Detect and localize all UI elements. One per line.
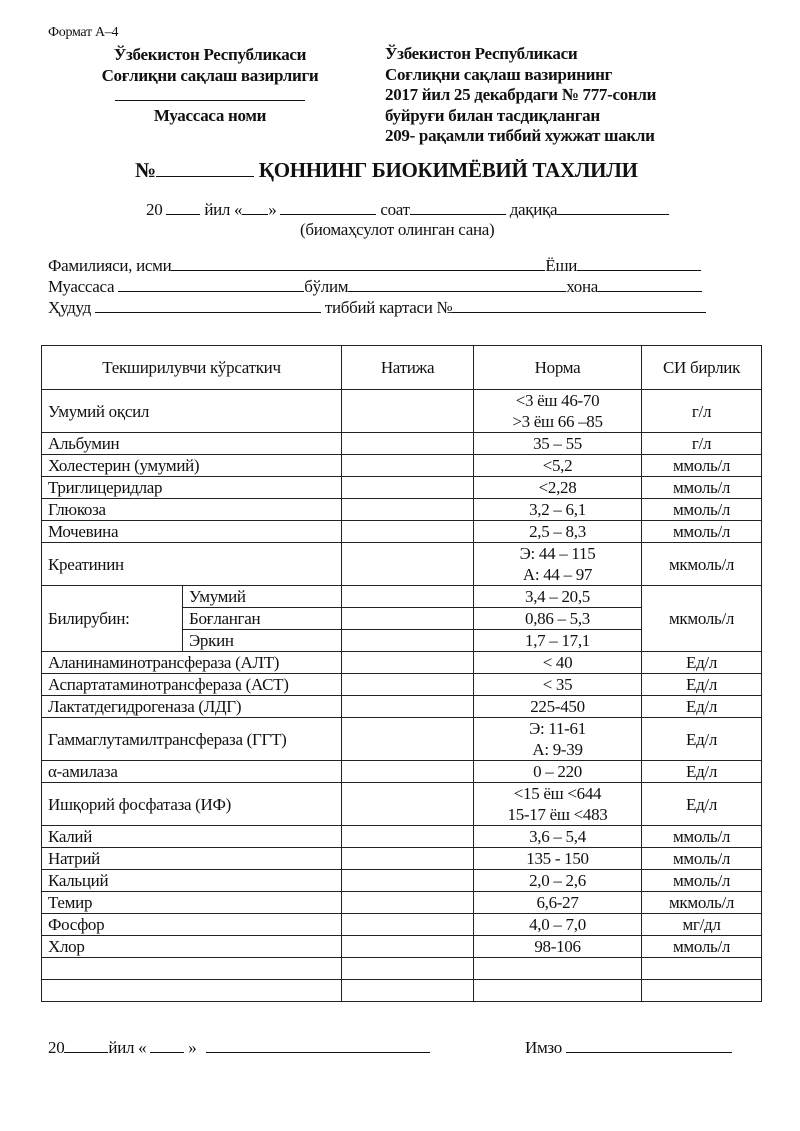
sub-indicator-name: Эркин [183,630,342,652]
room-label: хона [566,277,599,296]
norm-line: А: 9-39 [532,740,583,759]
patient-name-row [48,256,701,276]
hour-label: соат [380,200,410,219]
indicator-name: Умумий оқсил [42,390,342,433]
norm-line: <2,28 [538,478,577,497]
footer-year-field[interactable] [64,1038,108,1053]
table-row [42,848,762,870]
result-cell[interactable] [342,652,474,674]
result-cell[interactable] [342,718,474,761]
table-header-row [42,346,762,390]
name-label: Фамилияси, исми [48,256,172,275]
norm-line: 2,0 – 2,6 [529,871,586,890]
quote-close: » [268,200,277,219]
unit-value: мкмоль/л [642,892,762,914]
signature-field[interactable] [566,1038,732,1053]
card-label: тиббий картаси № [324,298,453,317]
unit-value [642,980,762,1002]
norm-line: < 40 [542,653,573,672]
norm-line: >3 ёш 66 –85 [512,412,603,431]
signature-label: Имзо [525,1038,562,1057]
norm-line: 15-17 ёш <483 [507,805,608,824]
table-row [42,783,762,826]
result-cell[interactable] [342,980,474,1002]
indicator-name: Глюкоза [42,499,342,521]
indicator-name: Ишқорий фосфатаза (ИФ) [42,783,342,826]
unit-value: ммоль/л [642,477,762,499]
table-row [42,718,762,761]
norm-value [474,848,642,870]
result-cell[interactable] [342,914,474,936]
table-row [42,914,762,936]
indicator-name: Хлор [42,936,342,958]
minute-field[interactable] [557,200,669,215]
table-row [42,433,762,455]
result-cell[interactable] [342,608,474,630]
unit-value: ммоль/л [642,455,762,477]
indicator-name: Гаммаглутамилтрансфераза (ГГТ) [42,718,342,761]
table-row [42,652,762,674]
norm-line: 2,5 – 8,3 [529,522,586,541]
norm-line: Э: 11-61 [529,719,586,738]
year-label: йил « [204,200,243,219]
norm-line: 35 – 55 [533,434,582,453]
table-row [42,761,762,783]
footer-day-field[interactable] [150,1038,184,1053]
header-norm: Норма [474,346,642,390]
norm-line: <3 ёш 46-70 [515,391,600,410]
approval-line-1: Ўзбекистон Республикаси [385,44,578,63]
institution-field[interactable] [118,277,304,292]
institution-name-label: Муассаса номи [153,106,267,125]
norm-value [474,980,642,1002]
norm-value [474,892,642,914]
region-label: Ҳудуд [48,298,91,317]
room-field[interactable] [598,277,702,292]
indicator-name: Триглицеридлар [42,477,342,499]
unit-value: ммоль/л [642,499,762,521]
result-cell[interactable] [342,390,474,433]
norm-value [474,543,642,586]
table-row [42,696,762,718]
norm-value [474,433,642,455]
table-row [42,390,762,433]
footer-year-label: йил « [108,1038,147,1057]
date-line [146,200,669,220]
approval-line-5: 209- рақамли тиббий хужжат шакли [385,126,655,145]
unit-value: Ед/л [642,652,762,674]
table-row [42,892,762,914]
unit-value: Ед/л [642,761,762,783]
header-left [60,44,360,126]
norm-line: 135 - 150 [526,849,589,868]
norm-line: 98-106 [534,937,581,956]
indicator-name: Холестерин (умумий) [42,455,342,477]
name-field[interactable] [171,256,545,271]
unit-value: ммоль/л [642,521,762,543]
result-cell[interactable] [342,696,474,718]
norm-line: 6,6-27 [536,893,579,912]
year-field[interactable] [166,200,200,215]
footer-year-prefix: 20 [48,1038,65,1057]
unit-value: ммоль/л [642,826,762,848]
table-row [42,499,762,521]
norm-line: 0 – 220 [533,762,582,781]
table-row [42,543,762,586]
norm-value [474,958,642,980]
title-text: ҚОННИНГ БИОКИМЁВИЙ ТАХЛИЛИ [258,158,638,182]
result-cell[interactable] [342,761,474,783]
indicator-name: Лактатдегидрогеназа (ЛДГ) [42,696,342,718]
unit-value: ммоль/л [642,870,762,892]
norm-value [474,674,642,696]
result-cell[interactable] [342,499,474,521]
norm-line: Э: 44 – 115 [519,544,596,563]
footer-month-field[interactable] [206,1038,430,1053]
unit-value [642,958,762,980]
month-field[interactable] [280,200,376,215]
result-cell[interactable] [342,674,474,696]
norm-value [474,499,642,521]
norm-line: < 35 [542,675,573,694]
table-row [42,521,762,543]
norm-value [474,696,642,718]
norm-value [474,521,642,543]
header-indicator: Текширилувчи кўрсаткич [42,346,342,390]
norm-value [474,783,642,826]
norm-line: <5,2 [542,456,573,475]
unit-value: мг/дл [642,914,762,936]
norm-value [474,455,642,477]
norm-line: 225-450 [530,697,585,716]
result-cell[interactable] [342,892,474,914]
age-label: Ёши [545,256,578,275]
table-row [42,936,762,958]
norm-value [474,826,642,848]
norm-value [474,718,642,761]
result-cell[interactable] [342,455,474,477]
indicator-name: Альбумин [42,433,342,455]
unit-value: Ед/л [642,718,762,761]
indicator-name: Билирубин: [42,586,183,652]
indicator-name [42,958,342,980]
indicator-name: Калий [42,826,342,848]
date-caption: (биомаҳсулот олинган сана) [300,220,495,239]
table-row [42,477,762,499]
table-row [42,980,762,1002]
result-cell[interactable] [342,630,474,652]
ministry-name: Соғлиқни сақлаш вазирлиги [101,66,319,85]
table-row [42,826,762,848]
indicator-name: Фосфор [42,914,342,936]
result-cell[interactable] [342,543,474,586]
signature-row [525,1038,732,1058]
sub-indicator-name: Умумий [183,586,342,608]
norm-value [474,914,642,936]
result-cell[interactable] [342,783,474,826]
title-number-sign: № [135,158,156,182]
indicator-name: Аланинаминотрансфераза (АЛТ) [42,652,342,674]
unit-value: ммоль/л [642,936,762,958]
card-field[interactable] [452,298,706,313]
analysis-number-field[interactable] [156,162,254,177]
approval-line-4: буйруғи билан тасдиқланган [385,105,600,125]
approval-line-2: Соғлиқни сақлаш вазирининг [385,64,613,84]
hour-field[interactable] [410,200,506,215]
indicator-name: Кальций [42,870,342,892]
unit-value: Ед/л [642,696,762,718]
table-row [42,455,762,477]
result-cell[interactable] [342,826,474,848]
result-cell[interactable] [342,958,474,980]
norm-value [474,936,642,958]
department-label: бўлим [304,277,349,296]
year-prefix: 20 [146,200,163,219]
format-label: Формат А–4 [48,25,119,40]
indicator-name [42,980,342,1002]
indicator-name: Натрий [42,848,342,870]
norm-line: 4,0 – 7,0 [529,915,586,934]
day-field[interactable] [242,200,268,215]
indicator-name: Аспартатаминотрансфераза (АСТ) [42,674,342,696]
department-field[interactable] [348,277,566,292]
table-row [42,870,762,892]
norm-value: 1,7 – 17,1 [474,630,642,652]
indicator-name: α-амилаза [42,761,342,783]
age-field[interactable] [577,256,701,271]
unit-value: Ед/л [642,674,762,696]
norm-value [474,761,642,783]
page-title [135,158,638,183]
unit-value: г/л [642,433,762,455]
analysis-table [41,345,762,1002]
result-cell[interactable] [342,521,474,543]
norm-line: 3,6 – 5,4 [529,827,586,846]
result-cell[interactable] [342,848,474,870]
region-row [48,298,706,318]
result-cell[interactable] [342,870,474,892]
unit-value: Ед/л [642,783,762,826]
unit-value: ммоль/л [642,848,762,870]
unit-value: мкмоль/л [642,586,762,652]
table-row [42,958,762,980]
institution-row [48,277,702,297]
approval-line-3: 2017 йил 25 декабрдаги № 777-сонли [385,85,657,104]
indicator-name: Креатинин [42,543,342,586]
norm-line: 3,2 – 6,1 [529,500,586,519]
footer-date [48,1038,430,1058]
indicator-name: Темир [42,892,342,914]
institution-label: Муассаса [48,277,115,296]
indicator-name: Мочевина [42,521,342,543]
norm-value [474,870,642,892]
sub-indicator-name: Боғланган [183,608,342,630]
norm-line: <15 ёш <644 [513,784,602,803]
norm-line: А: 44 – 97 [522,565,593,584]
table-row [42,674,762,696]
result-cell[interactable] [342,586,474,608]
norm-value: 0,86 – 5,3 [474,608,642,630]
result-cell[interactable] [342,433,474,455]
footer-quote-close: » [188,1038,197,1057]
result-cell[interactable] [342,477,474,499]
unit-value: мкмоль/л [642,543,762,586]
result-cell[interactable] [342,936,474,958]
header-result: Натижа [342,346,474,390]
table-row [42,586,762,608]
region-field[interactable] [95,298,321,313]
ministry-country: Ўзбекистон Республикаси [113,45,307,64]
norm-value: 3,4 – 20,5 [474,586,642,608]
minute-label: дақиқа [509,200,558,219]
header-unit: СИ бирлик [642,346,762,390]
institution-name-line[interactable] [115,90,305,101]
norm-value [474,477,642,499]
unit-value: г/л [642,390,762,433]
norm-value [474,652,642,674]
norm-value [474,390,642,433]
header-right [385,44,656,147]
